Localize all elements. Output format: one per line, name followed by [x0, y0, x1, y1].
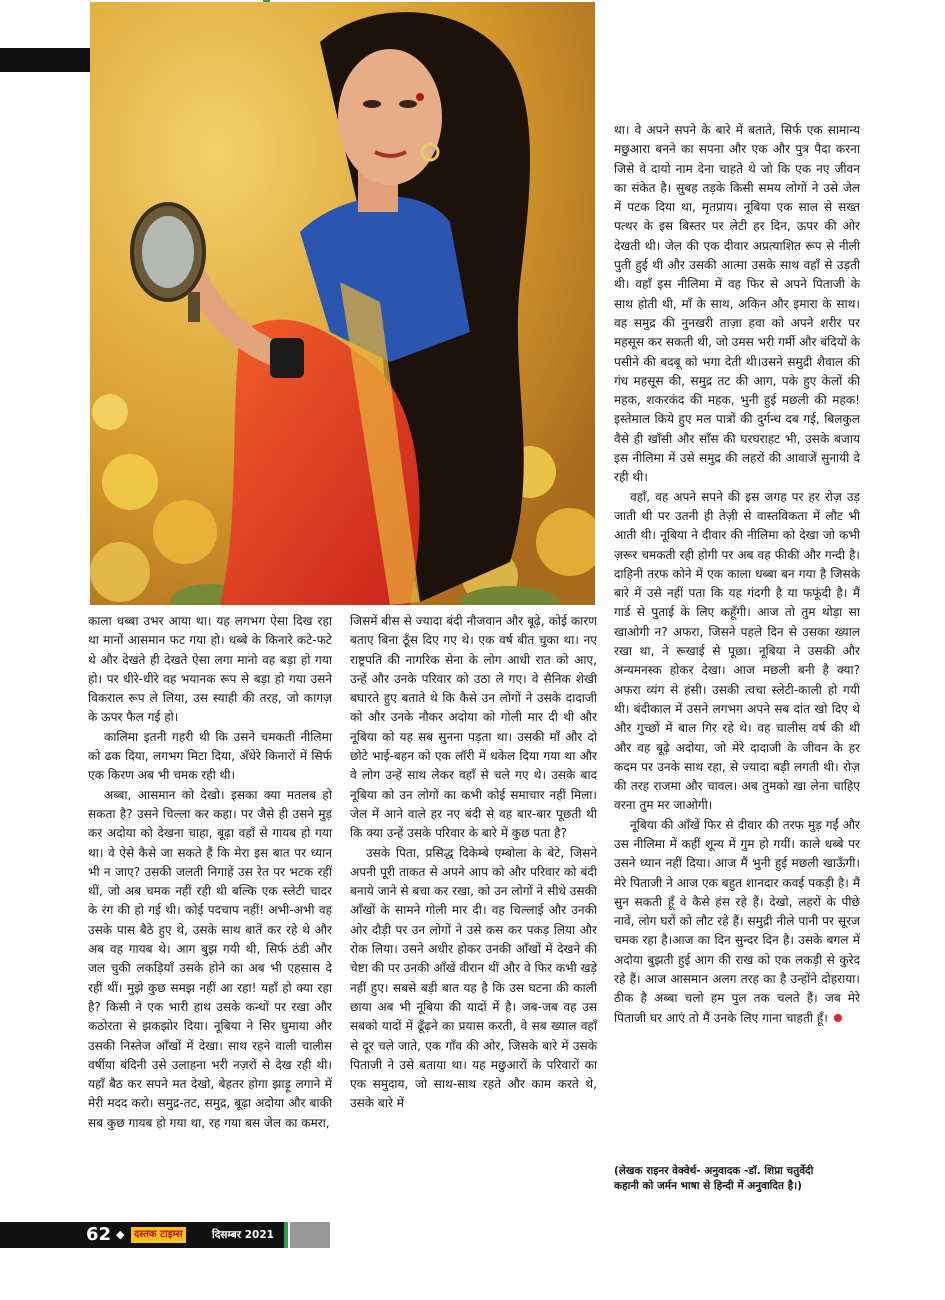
author-translator-credit — [614, 1164, 884, 1194]
paragraph-text: नूबिया की आँखें फिर से दीवार की तरफ मुड़ गईं और उस नीलिमा में कहीं शून्य में गुम हो गयीं। काले धब्बे पर उसने ध्यान नहीं दिया। आज मैं भुनी हुई मछली खाऊँगी। मेरे पिताजी ने आज एक बहुत शानदार कवई पकड़ी है। मैं सुन सकती हूँ वे कैसे हंस रहे हैं। देखो, लहरों के पीछे नावें, लोग घरों को लौट रहे हैं। समुद्री नीले पानी पर सूरज चमक रहा है।आज का दिन सुन्दर दिन है। उसके बगल में अदोया बुझती हुई आग की राख को एक लकड़ी से कुरेद रहे हैं। आज आसमान अलग तरह का है उन्होंने दोहराया। ठीक है अब्बा चलो हम पुल तक चलते हैं। जब मेरे पिताजी घर आएं तो मैं उनके लिए गाना चाहती हूँ। — [614, 817, 860, 1025]
magazine-logo: दस्तक टाइम्स — [131, 1227, 186, 1243]
paragraph: जिसमें बीस से ज्यादा बंदी नौजवान और बूढ़े, कोई कारण बताए बिना ठूँस दिए गए थे। एक वर्ष बीत चुका था। नए राष्ट्रपति की नागरिक सेना के लोग आधी रात को आए, उन्हें और उनके परिवार को उठा ले गए। वे सैनिक शेखी बघारते हुए बताते थे कि कैसे उन लोगों ने उसके दादाजी को और उनके नौकर अदोया को गोली मार दी थी और नूबिया को यह सब सुनना पड़ता था। उसकी माँ और दो छोटे भाई-बहन को एक लॉरी में धकेल दिया गया था और वे लोग उन्हें साथ लेकर वहाँ से चले गए थे। उसके बाद नूबिया को उन लोगों का कभी कोई समाचार नहीं मिला। जेल में आने वाले हर नए बंदी से वह बार-बार पूछती थी कि क्या उन्हें उसके परिवार के बारे में कुछ पता है? — [350, 614, 597, 841]
end-of-story-dot — [834, 1014, 842, 1022]
article-column-1 — [88, 612, 332, 1133]
footer-gray-block — [290, 1222, 330, 1248]
footer-green-stripe — [284, 1222, 288, 1248]
article-column-3 — [614, 121, 860, 1028]
diamond-separator-icon: ◆ — [116, 1228, 125, 1241]
credit-line-1: (लेखक राइनर वेक्वेर्थ- अनुवादक -डॉ. शिप्रा चतुर्वेदी — [614, 1165, 814, 1177]
page-number: 62 — [86, 1224, 112, 1245]
credit-line-2: कहानी को जर्मन भाषा से हिन्दी में अनुवादित है।) — [614, 1180, 802, 1192]
paragraph: वहाँ, वह अपने सपने की इस जगह पर हर रोज़ उड़ जाती थी पर उतनी ही तेज़ी से वास्तविकता में लौट भी आती थी। नूबिया ने दीवार की नीलिमा को देखा जो कभी ज़रूर चमकती रही होगी पर अब वह फीकी और गन्दी है। दाहिनी तरफ कोने में एक काला धब्बा बन गया है जिसके बारे में उसे नहीं पता कि यह गंदगी है या फफूंदी है। मैं गार्ड से पुताई के लिए कहूँगी। आज तो तुम थोड़ा सा खाओगी न? अफरा, जिसने पहले दिन से उसका ख्याल रखा था, ने रूखाई से पूछा। नूबिया ने उसकी और अन्यमनस्क होकर देखा। आज मछली बनी है क्या? अफरा व्यंग से हंसी। उसकी त्वचा स्लेटी-काली हो गयी थी। बंदीकाल में उसने लगभग अपने सब दांत खो दिए थे और गुच्छों में बाल गिर रहे थे। वह चालीस वर्ष की थी और वह बूढ़े अदोया, जो मेरे दादाजी के जीवन के हर कदम पर उनके साथ रहा, से ज्यादा बड़ी लगती थी। रोज़ की तरह राजमा और चावल। अब तुमको खा लेना चाहिए वरना तुम मर जाओगी। — [614, 489, 860, 813]
paragraph: काला धब्बा उभर आया था। यह लगभग ऐसा दिख रहा था मानों आसमान फट गया हो। धब्बे के किनारे कटे-फटे थे और देखते ही देखते ऐसा लगा मानो वह बड़ा हो गया हो। पर धीरे-धीरे वह भयानक रूप से बड़ा हो गया उसने विकराल रूप ले लिया, उस स्याही की तरह, जो कागज़ के ऊपर फैल गई हो। — [88, 614, 332, 725]
painting-svg — [90, 2, 595, 605]
paragraph: कालिमा इतनी गहरी थी कि उसने चमकती नीलिमा को ढक दिया, लगभग मिटा दिया, अँधेरे किनारों में सिर्फ एक किरण अब भी चमक रही थी। — [88, 729, 332, 783]
paragraph — [614, 816, 860, 1028]
article-column-2 — [350, 612, 597, 1114]
paragraph: था। वे अपने सपने के बारे में बताते, सिर्फ एक सामान्य मछुआरा बनने का सपना और एक और पुत्र पैदा करना जिसे वे दायो नाम देना चाहते थे जो कि एक नए जीवन का संकेत है। सुबह तड़के किसी समय लोगों ने उसे जेल में पटक दिया था, मृतप्राय। नूबिया एक साल से सख्त पत्थर के इस बिस्तर पर लेटी हर दिन, ऊपर की ओर देखती थी। जेल की एक दीवार अप्रत्याशित रूप से नीली पुती हुई थी और उसकी आत्मा उसके साथ वहाँ से उड़ती थी। वहाँ इस नीलिमा में वह फिर से अपने पिताजी के साथ होती थी, माँ के साथ, अकिन और इमारा के साथ। वह समुद्र की नुनखरी ताज़ा हवा को अपने शरीर पर महसूस कर सकती थी, जो उमस भरी गर्मी और बंदियों के पसीने की बदबू को भगा देती थी।उसने समुद्री शैवाल की गंध महसूस की, समुद्र तट की आग, पके हुए केलों की महक, शकरकंद की महक, भुनी हुई मछली की महक! इस्तेमाल किये हुए मल पात्रों की दुर्गन्ध दब गई, बिलकुल वैसे ही खाँसी और साँस की घरघराहट भी, उसके बजाय इस नीलिमा में उसे समुद्र की लहरों की आवाजें सुनायी दे रही थी। — [614, 123, 860, 485]
issue-date: दिसम्बर 2021 — [212, 1229, 274, 1241]
paragraph: उसके पिता, प्रसिद्ध दिकेम्बे एम्बोला के बेटे, जिसने अपनी पूरी ताकत से अपने आप को और परिवार को बंदी बनाये जाने से बचा कर रखा, को उन लोगों ने सीधे उसकी आँखों के सामने गोली मार दी। वह चिल्लाई और उनकी ओर दौड़ी पर उन लोगों ने उसे कस कर पकड़ लिया और रोक लिया। उसने अधीर होकर उनकी आँखों में देखने की चेष्टा की पर उनकी आँखें वीरान थीं और वे फिर कभी खड़े नहीं हुए। सबसे बड़ी बात यह है कि उस घटना की काली छाया अब भी नूबिया की यादों में है। जब-जब वह उस सबको यादों में ढूँढ़ने का प्रयास करती, वे सब ख्याल वहाँ से दूर चले जाते, एक गाँव की ओर, जिसके बारे में उसके पिताजी ने उसे बताया था। यह मछुआरों के परिवारों का एक समुदाय, जो साथ-साथ रहते और काम करते थे, उसके बारे में — [350, 845, 597, 1111]
paragraph: अब्बा, आसमान को देखो। इसका क्या मतलब हो सकता है? उसने चिल्ला कर कहा। पर जैसे ही उसने मुड़ कर अदोया को देखना चाहा, बूढ़ा वहाँ से गायब हो गया था। वे ऐसे कैसे जा सकते हैं कि मेरा इस बात पर ध्यान भी न जाए? उसकी जलती निगाहें उस रेत पर भटक रहीं थीं, जो अब चमक नहीं रही थी बल्कि एक स्लेटी चादर के रंग की हो गई थी। कोई पदचाप नहीं! अभी-अभी वह उसके पास बैठे हुए थे, उसके साथ बातें कर रहे थे और अब वह गायब थे। आग बुझ गयी थी, सिर्फ ठंडी और जल चुकी लकड़ियाँ उसके होने का अब भी एहसास दे रहीं थीं। मुझे कुछ समझ नहीं आ रहा! यहाँ हो क्या रहा है? किसी ने एक भारी हाथ उसके कन्धों पर रखा और कठोरता से झकझोर दिया। नूबिया ने सिर घुमाया और उसकी निस्तेज आँखों में देखा। साथ रहने वाली चालीस वर्षीया बंदिनी उसे उलाहना भरी नज़रों से देख रही थी। यहाँ बैठ कर सपने मत देखो, बेहतर होगा झाड़ू लगाने में मेरी मदद करो। समुद्र-तट, समुद्र, बूढ़ा अदोया और बाकी सब कुछ गायब हो गया था, रह गया बस जेल का कमरा, — [88, 787, 332, 1130]
story-illustration — [90, 2, 595, 605]
